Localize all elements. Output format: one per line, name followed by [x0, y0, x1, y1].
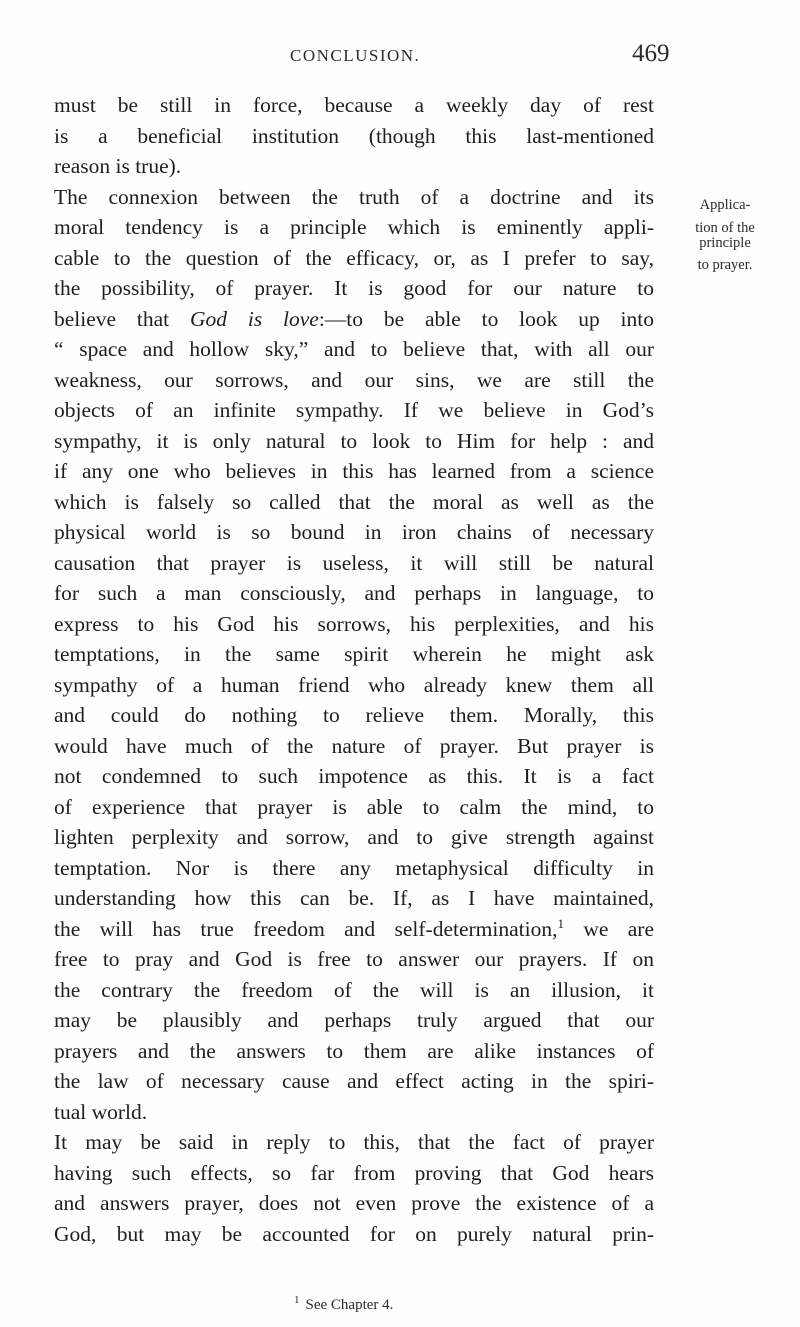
- text-line: and could do nothing to relieve them. Morally, this: [54, 703, 654, 727]
- text-line: the law of necessary cause and effect acting in the spiri-: [54, 1069, 654, 1093]
- footnote: [294, 1294, 394, 1314]
- text-line: sympathy, it is only natural to look to Him for help : and: [54, 428, 654, 453]
- footnote-reference: 1: [557, 915, 564, 931]
- text-line: of experience that prayer is able to calm the mind, to: [54, 794, 654, 819]
- footnote-text: See Chapter 4.: [305, 1297, 394, 1313]
- text-line-with-footnote-ref: [54, 914, 654, 945]
- text-line: prayers and the answers to them are alike instances of: [54, 1038, 654, 1063]
- text-line: if any one who believes in this has learned from a science: [54, 459, 654, 483]
- text-line-with-italic: [54, 304, 654, 335]
- margin-note-line: principle: [699, 235, 751, 251]
- text-fragment: :—to be able to look up into: [318, 306, 654, 331]
- text-line: for such a man consciously, and perhaps in language, to: [54, 581, 654, 605]
- text-line: express to his God his sorrows, his perplexities, and his: [54, 611, 654, 636]
- text-line: would have much of the nature of prayer. But prayer is: [54, 733, 654, 758]
- italic-phrase: God is love: [189, 306, 319, 331]
- margin-note-line: tion of the: [695, 220, 755, 236]
- text-line: reason is true).: [54, 154, 182, 178]
- footnote-mark: 1: [294, 1294, 300, 1306]
- text-line: the contrary the freedom of the will is an illusion, it: [54, 977, 654, 1002]
- text-line: may be plausibly and perhaps truly argued that our: [54, 1008, 654, 1032]
- text-line: free to pray and God is free to answer our prayers. If on: [54, 947, 654, 971]
- text-fragment: we are: [564, 916, 654, 941]
- text-fragment: the will has true freedom and self-determination,: [54, 916, 558, 941]
- text-line: tual world.: [54, 1099, 148, 1124]
- text-line: physical world is so bound in iron chains of necessary: [54, 520, 654, 544]
- text-line: God, but may be accounted for on purely natural prin-: [54, 1221, 654, 1246]
- margin-note-line: Applica-: [699, 197, 751, 213]
- text-line: causation that prayer is useless, it will still be natural: [54, 550, 654, 575]
- text-fragment: believe that: [54, 306, 190, 331]
- text-line: sympathy of a human friend who already knew them all: [54, 672, 654, 697]
- text-line: temptations, in the same spirit wherein he might ask: [54, 642, 654, 666]
- text-line: must be still in force, because a weekly day of rest: [54, 93, 654, 117]
- margin-note-line: to prayer.: [697, 257, 753, 273]
- text-line: cable to the question of the efficacy, or, as I prefer to say,: [54, 245, 654, 270]
- page-number: 469: [632, 40, 670, 67]
- text-line: the possibility, of prayer. It is good for our nature to: [54, 276, 654, 300]
- text-line: and answers prayer, does not even prove the existence of a: [54, 1191, 654, 1215]
- text-line: which is falsely so called that the moral as well as the: [54, 489, 654, 514]
- text-line: moral tendency is a principle which is eminently appli-: [54, 215, 654, 239]
- text-line: not condemned to such impotence as this. It is a fact: [54, 764, 654, 788]
- text-line: temptation. Nor is there any metaphysical difficulty in: [54, 855, 654, 880]
- text-line: having such effects, so far from proving that God hears: [54, 1160, 654, 1185]
- text-line: is a beneficial institution (though this last-mentioned: [54, 123, 654, 148]
- text-line: “ space and hollow sky,” and to believe that, with all our: [54, 337, 654, 361]
- text-line: It may be said in reply to this, that the fact of prayer: [54, 1130, 654, 1154]
- text-line: objects of an infinite sympathy. If we believe in God’s: [54, 398, 654, 422]
- text-line: weakness, our sorrows, and our sins, we are still the: [54, 367, 654, 392]
- text-line: understanding how this can be. If, as I have maintained,: [54, 886, 654, 910]
- text-line: lighten perplexity and sorrow, and to give strength against: [54, 825, 654, 849]
- body-text: [54, 90, 654, 1249]
- text-line: The connexion between the truth of a doctrine and its: [54, 184, 654, 209]
- running-head: CONCLUSION.: [290, 46, 421, 65]
